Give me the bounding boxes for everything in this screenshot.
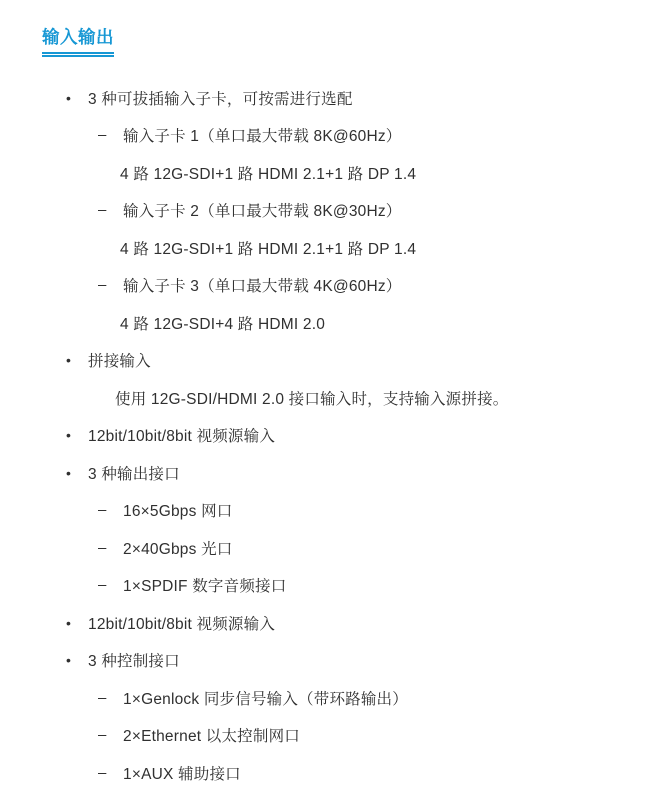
- dash-icon: –: [98, 201, 107, 219]
- bullet-icon: •: [66, 427, 71, 444]
- list-subitem: [0, 529, 648, 567]
- list-continuation: [0, 379, 648, 417]
- list-item-text: 拼接输入: [88, 353, 151, 371]
- list-item-text: 16×5Gbps 网口: [123, 503, 233, 521]
- dash-icon: –: [98, 539, 107, 557]
- dash-icon: –: [98, 576, 107, 594]
- list-subitem: [0, 192, 648, 230]
- list-item-text: 4 路 12G-SDI+1 路 HDMI 2.1+1 路 DP 1.4: [120, 240, 417, 258]
- bullet-icon: •: [66, 89, 71, 106]
- list-item: [0, 342, 648, 380]
- list-item: [0, 454, 648, 492]
- section-heading: [42, 24, 114, 57]
- list-item-text: 3 种输出接口: [88, 465, 180, 483]
- list-item-text: 输入子卡 3（单口最大带载 4K@60Hz）: [123, 278, 402, 296]
- list-item-text: 3 种控制接口: [88, 653, 180, 671]
- list-item: [0, 642, 648, 680]
- list-item-text: 使用 12G-SDI/HDMI 2.0 接口输入时，支持输入源拼接。: [115, 390, 509, 408]
- list-item-text: 12bit/10bit/8bit 视频源输入: [88, 615, 276, 633]
- dash-icon: –: [98, 689, 107, 707]
- list-continuation: [0, 304, 648, 342]
- list-item-text: 2×40Gbps 光口: [123, 540, 233, 558]
- bullet-icon: •: [66, 652, 71, 669]
- list-item-text: 1×SPDIF 数字音频接口: [123, 578, 287, 596]
- list-item-text: 2×Ethernet 以太控制网口: [123, 728, 300, 746]
- list-item: [0, 79, 648, 117]
- list-item-text: 12bit/10bit/8bit 视频源输入: [88, 428, 276, 446]
- list-continuation: [0, 154, 648, 192]
- list-item: [0, 417, 648, 455]
- list-item-text: 输入子卡 1（单口最大带载 8K@60Hz）: [123, 128, 402, 146]
- bullet-icon: •: [66, 464, 71, 481]
- dash-icon: –: [98, 501, 107, 519]
- dash-icon: –: [98, 276, 107, 294]
- dash-icon: –: [98, 764, 107, 782]
- list-subitem: [0, 717, 648, 755]
- list-item-text: 3 种可拔插输入子卡，可按需进行选配: [88, 90, 353, 108]
- list-subitem: [0, 492, 648, 530]
- bullet-icon: •: [66, 614, 71, 631]
- list-item-text: 4 路 12G-SDI+1 路 HDMI 2.1+1 路 DP 1.4: [120, 165, 417, 183]
- list-subitem: [0, 117, 648, 155]
- list-item-text: 1×Genlock 同步信号输入（带环路输出）: [123, 690, 408, 708]
- list-continuation: [0, 229, 648, 267]
- list-subitem: [0, 679, 648, 717]
- list-item-text: 输入子卡 2（单口最大带载 8K@30Hz）: [123, 203, 402, 221]
- section-heading-text: 输入输出: [42, 24, 114, 57]
- list-item-text: 4 路 12G-SDI+4 路 HDMI 2.0: [120, 315, 326, 333]
- dash-icon: –: [98, 126, 107, 144]
- list-subitem: [0, 567, 648, 605]
- list-subitem: [0, 754, 648, 792]
- list-item-text: 1×AUX 辅助接口: [123, 765, 241, 783]
- list-item: [0, 604, 648, 642]
- spec-list: [0, 79, 648, 792]
- dash-icon: –: [98, 726, 107, 744]
- list-subitem: [0, 267, 648, 305]
- bullet-icon: •: [66, 352, 71, 369]
